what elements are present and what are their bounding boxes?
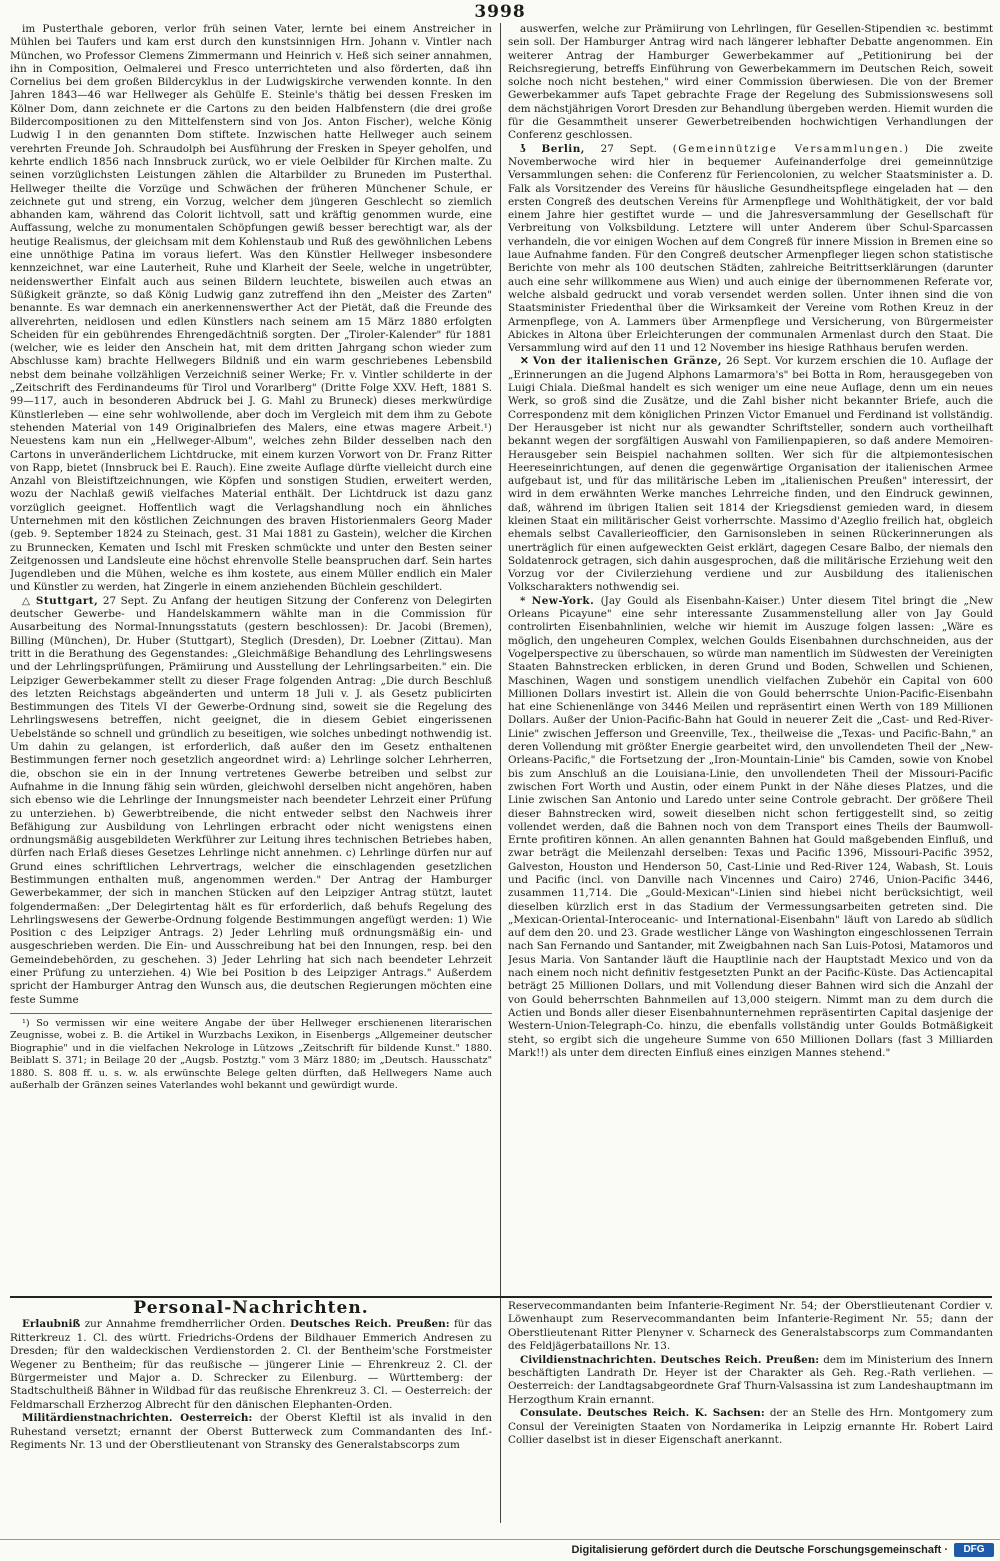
cross-icon: ✕	[520, 355, 529, 368]
footer-credit: Digitalisierung gefördert durch die Deutsche Forschungsgemeinschaft ·	[571, 1544, 948, 1556]
consulate-body: der an Stelle des Hrn. Montgomery zum Consul der Vereinigten Staaten von Nordamerika in Leipzig ernannte Hr. Robert Laird Collier daselbst ist in dieser Eigenschaft anerkannt.	[508, 1407, 993, 1447]
erlaubnis-paragraph	[10, 1318, 492, 1412]
asterisk-icon: *	[520, 594, 526, 607]
italy-date: 26 Sept.	[726, 355, 771, 368]
militaer-heading: Militärdienstnachrichten.	[22, 1412, 173, 1425]
militaer-country: Oesterreich:	[180, 1412, 253, 1425]
stuttgart-continuation: auswerfen, welche zur Prämiirung von Lehrlingen, für Gesellen-Stipendien ꝛc. bestimmt sein soll. Der Hamburger Antrag wird nach längerer lebhafter Debatte angenommen. Ein weiterer Antrag der Hamburger Gewerbekammer auf „Petitionirung bei der Reichsregierung, betreffs Einführung von Gewerbekammern im Deutschen Reich, soweit solche noch nicht bestehen," wird einer Commission überwiesen. Die von der Bremer Gewerbekammer aufs Tapet gebrachte Frage der Regelung des Submissionswesens soll dem nächstjährigen Vorort Dresden zur Behandlung übergeben werden. Hiemit wurden die für die Gesammtheit unserer Gewerbetreibenden hochwichtigen Verhandlungen der Conferenz geschlossen.	[508, 23, 993, 142]
left-column	[10, 23, 492, 1291]
consulate-paragraph	[508, 1407, 993, 1447]
newyork-place: New-York.	[531, 594, 595, 607]
erlaubnis-heading: Erlaubniß	[22, 1318, 81, 1331]
right-column	[508, 23, 993, 1299]
erlaubnis-country: Deutsches Reich. Preußen:	[289, 1318, 450, 1331]
civil-country: Deutsches Reich. Preußen:	[660, 1353, 820, 1366]
militaer-body: der Oberst Kleftil ist als invalid in den Ruhestand versetzt; ernannt der Oberst Butterweck zum Commandanten des Inf.-Regiments Nr. 13 und der Oberstlieutenant von Stransky des Generalstabscorps zum	[10, 1412, 493, 1452]
footnote: ¹) So vermissen wir eine weitere Angabe der über Hellweger erschienenen literarischen Zeugnisse, wobei z. B. die Artikel in Wurzbachs Lexikon, in Eisenbergs „Allgemeiner deutscher Biographie" und in die vielfachen Nekrologe in Lützows „Zeitschrift für bildende Kunst." 1880. Beiblatt S. 371; in Beilage 20 der „Augsb. Postztg." vom 3 März 1880; im „Deutsch. Hausschatz" 1880. S. 808 ff. u. s. w. als erwünschte Belege gelten dürften, daß Hellwegers Name auch außerhalb der Gränzen seines Vaterlandes wohl bekannt und gewürdigt wurde.	[10, 1017, 492, 1091]
civil-body: dem im Ministerium des Innern beschäftigten Landrath Dr. Heyer ist der Charakter als Geh. Reg.-Rath verliehen. — Oesterreich: der Landtagsabgeordnete Graf Thurn-Valsassina ist zum Landeshauptmann im Herzogthum Krain ernannt.	[508, 1353, 993, 1406]
civil-paragraph	[508, 1354, 993, 1408]
page-number: 3998	[474, 2, 526, 22]
personal-news-left	[10, 1298, 493, 1452]
erlaubnis-subtitle: zur Annahme fremdherrlicher Orden.	[84, 1318, 286, 1331]
consulate-heading: Consulate.	[520, 1407, 582, 1420]
militaer-continuation: Reservecommandanten beim Infanterie-Regiment Nr. 54; der Oberstlieutenant Cordier v. Löwenhaupt zum Reservecommandanten beim Infanterie-Regiment Nr. 55; dann der Oberstlieutenant Ritter Plenyner v. Scharneck des Generalstabscorps zum Commandanten des Feldjägerbataillons Nr. 13.	[508, 1300, 993, 1353]
berlin-text: Die zweite Novemberwoche wird hier in bequemer Aufeinanderfolge drei gemeinnützige Versammlungen sehen: die Conferenz für Feriencolonien, zu welcher Staatsminister a. D. Falk als Vorsitzender des Vereins für häusliche Gesundheitspflege eingeladen hat — den ersten Congreß des deutschen Vereins für Armenpflege und Wohlthätigkeit, der vor bald einem Jahre hier gestiftet wurde — und die Jahresversammlung der Gesellschaft für Verbreitung von Volksbildung. Letztere will unter Anderem über Schul-Sparcassen verhandeln, die vor einigen Wochen auf dem Congreß für innere Mission in Bremen eine so laue Aufnahme fanden. Für den Congreß deutscher Armenpfleger liegen schon statistische Berichte von mehr als 100 deutschen Städten, zahlreiche Beitrittserklärungen (darunter auch eine sehr willkommene aus Wien) und auch einige der übernommenen Referate vor, welche alsbald gedruckt und vorab versendet werden sollen. Unter ihnen sind die von Staatsminister Friedenthal über die Wirksamkeit der Vereine vom Rothen Kreuz in der Armenpflege, von A. Lammers über Armenpflege und Versicherung, von Bürgermeister Abickes in Altona über Erleichterungen der communalen Armenlast durch den Staat. Die Versammlung wird auf den 11 und 12 November ins hiesige Rathhaus berufen werden.	[508, 142, 993, 355]
berlin-place: Berlin,	[541, 142, 585, 155]
personal-news-right	[508, 1300, 993, 1447]
berlin-date: 27 Sept.	[600, 142, 657, 155]
berlin-mark-icon: ʖ	[520, 142, 526, 155]
stuttgart-place: Stuttgart,	[35, 594, 99, 607]
italy-text: Vor kurzem erschien die 10. Auflage der „Erinnerungen an die Jugend Alphons Lamarmora's" bei Botta in Rom, herausgegeben von Luigi Chiala. Dießmal handelt es sich weniger um eine neue Auflage, denn um ein neues Werk, so groß sind die Zusätze, und die Zahl bisher nicht bekannter Briefe, auch die Correspondenz mit dem königlichen Prinzen Victor Emanuel und Ferdinand ist vollständig. Der Herausgeber ist nicht nur als gewandter Schriftsteller, sondern auch vortheilhaft bekannt wegen der sorgfältigen Auswahl von Familienpapieren, so daß andere Memoiren-Herausgeber sein Beispiel nachahmen sollten. Wer sich für die altpiemontesischen Heereseinrichtungen, auf denen die gegenwärtige Organisation der italienischen Armee aufgebaut ist, und für das militärische Leben im „italienischen Preußen" interessirt, der wird in dem erwähnten Werke manches Lehrreiche finden, und den Eindruck gewinnen, daß, während im übrigen Italien seit 1814 der Kriegsdienst gemieden ward, in diesem kleinen Staat ein militärischer Geist vorherrschte. Massimo d'Azeglio freilich hat, obgleich ehemals selbst Cavallerieofficier, den Garnisonsleben in seinen Rückerinnerungen als unerträglich für einen aufgeweckten Geist erklärt, dagegen Cesare Balbo, der niemals den Soldatenrock getragen, sich dahin ausgesprochen, daß die militärische Erziehung weit den Vorzug vor der Civilerziehung verdiene und zur Ausbildung des italienischen Volkscharakters nothwendig sei.	[508, 355, 993, 594]
consulate-country: Deutsches Reich. K. Sachsen:	[586, 1407, 765, 1420]
italy-article	[508, 355, 993, 594]
hellweger-article: im Pusterthale geboren, verlor früh seinen Vater, lernte bei einem Anstreicher in Mühlen bei Taufers und kam erst durch den kunstsinnigen Hrn. Johann v. Vintler nach München, wo Professor Clemens Zimmermann und Heinrich v. Heß sich seiner annahmen, ihn in Composition, Oelmalerei und Fresco unterrichteten und also förderten, daß ihn Cornelius bei dem großen Bildercyklus in der Ludwigskirche verwenden konnte. In den Jahren 1843—46 war Hellweger als Gehülfe E. Steinle's thätig bei dessen Fresken im Kölner Dom, dann zeichnete er die Cartons zu den beiden Halbfenstern (die drei große Bildercompositionen zu den Mittelfenstern sind von Jos. Anton Fischer), welche König Ludwig I in den genannten Dom stiftete. Inzwischen hatte Hellweger auch seinem verehrten Freunde Joh. Schraudolph bei Ausführung der Fresken in Speyer geholfen, und kehrte endlich 1856 nach Innsbruck zurück, wo er viele Oelbilder für Kirchen malte. Zu seinen vorzüglichsten Leistungen zählen die Altarbilder zu Bruneden im Pusterthal. Hellweger theilte die Vorzüge und Schwächen der früheren Münchener Schule, er zeichnete gut und streng, ein Vorzug, welcher dem jüngeren Geschlecht so ziemlich abhanden kam, während das Colorit lichtvoll, satt und kräftig genommen wurde, eine Auffassung, welche zu monumentalen Schöpfungen gewiß besser berechtigt war, als der heutige Realismus, der gleichsam mit dem Kohlenstaub und Ruß des gewöhnlichen Lebens eine unnöthige Patina im voraus liefert. Was den Künstler Hellweger insbesondere kennzeichnet, war eine Lauterheit, Ruhe und Klarheit der Seele, welche in ungetrübter, neidenswerther Einfalt auch aus seinen Bildern leuchtete, bisweilen auch etwas an Süßigkeit gränzte, so daß König Ludwig ganz zutreffend ihn den „Meister des Zarten" benannte. Es war demnach ein anerkennenswerther Act der Pietät, daß die Freunde des allverehrten, neidlosen und edlen Künstlers nach seinem am 15 März 1880 erfolgten Scheiden für ein gebührendes Ehrengedächtniß sorgten. Der „Tiroler-Kalender" für 1881 (welcher, wie es leider den Anschein hat, mit dem dritten Jahrgang schon wieder zum Abschlusse kam) brachte Hellwegers Bildniß und ein warm geschriebenes Lebensbild nebst dem beinahe vollzähligen Verzeichniß seiner Werke; Fr. v. Vintler schilderte in der „Zeitschrift des Ferdinandeums für Tirol und Vorarlberg" (Dritte Folge XXV. Heft, 1881 S. 99—117, auch in besonderen Abdruck bei J. G. Mahl zu Bruneck) dieses merkwürdige Künstlerleben — eine sehr wohlwollende, aber doch im Vergleich mit dem ihm zu Gebote stehenden Material von 149 Originalbriefen des Malers, eine etwas magere Arbeit.¹) Neuestens kam nun ein „Hellweger-Album", welches zehn Bilder desselben nach den Cartons in unveränderlichem Lichtdrucke, mit einem kurzen Vorwort von Dr. Franz Ritter von Rapp, bietet (Innsbruck bei E. Rauch). Eine zweite Auflage dürfte vielleicht durch eine Anzahl von Bleistiftzeichnungen, wie Köpfen und sonstigen Studien, erweitert werden, wozu der Nachlaß gewiß vielfaches Material enthält. Der Lichtdruck ist dazu ganz vorzüglich geeignet. Hoffentlich wagt die Verlagshandlung noch ein ähnliches Unternehmen mit den köstlichen Zeichnungen des braven Historienmalers Georg Mader (geb. 9. September 1824 zu Steinach, gest. 31 Mai 1881 zu Gastein), welcher die Kirchen zu Brunnecken, Kematen und Ischl mit Fresken schmückte und unter den Besten seiner Zeitgenossen und Landsleute eine höchst ehrenvolle Stelle beanspruchen darf. Sein hartes Jugendleben und die Mühen, welche es ihm kostete, aus einem Müller endlich ein Maler und Künstler zu werden, hat Zingerle in einem anziehenden Büchlein geschildert.	[10, 23, 492, 594]
digitization-footer	[0, 1539, 1000, 1561]
newyork-subject: (Jay Gould als Eisenbahn-Kaiser.)	[600, 594, 785, 607]
column-divider	[500, 23, 501, 1523]
footnote-section	[10, 1013, 492, 1092]
italy-place: Von der italienischen Gränze,	[532, 355, 722, 368]
stuttgart-article	[10, 595, 492, 1007]
militaer-paragraph	[10, 1412, 492, 1452]
erlaubnis-body: für das Ritterkreuz 1. Cl. des württ. Friedrichs-Ordens der Bildhauer Emmerich Andresen zu Dresden; für den waldeckischen Verdienstorden 2. Cl. der Bentheim'sche Forstmeister Wegener zu Bentheim; für das reußische — jüngerer Linie — Ehrenkreuz 2. Cl. der Bürgermeister und Major a. D. Schrecker zu Eilenburg. — Württemberg: der Stadtschultheiß Bähner in Wildbad für das reußische Ehrenkreuz 3. Cl. — Oesterreich: der Feldmarschall Erzherzog Albrecht für den dänischen Elephanten-Orden.	[10, 1318, 493, 1411]
berlin-subject: (Gemeinnützige Versammlungen.)	[672, 142, 910, 155]
stuttgart-text: Zu Anfang der heutigen Sitzung der Conferenz von Delegirten deutscher Gewerbe- und Handelskammern wählte man in die Commission für Ausarbeitung des Normal-Innungsstatuts (gestern beschlossen): Dr. Jacobi (Bremen), Billing (München), Dr. Huber (Stuttgart), Steglich (Dresden), Dr. Loebner (Zittau). Man tritt in die Berathung des Gegenstandes: „Gleichmäßige Behandlung des Lehrlingswesens und der Lehrlingsprüfungen, Prämiirung und Ausstellung der Lehrlingsarbeiten." ein. Die Leipziger Gewerbekammer stellt zu dieser Frage folgenden Antrag: „Die durch Beschluß des letzten Reichstags abgeänderten und unterm 18 Juli v. J. als Gesetz publicirten Bestimmungen des Titels VI der Gewerbe-Ordnung sind, soweit sie die Regelung des Lehrlingswesens betreffen, nicht geeignet, die in diesem Gebiet eingerissenen Uebelstände so schnell und gründlich zu beseitigen, wie solches unbedingt nothwendig ist. Um dahin zu gelangen, ist erforderlich, daß außer den im Gesetz enthaltenen Bestimmungen ferner noch gesetzlich angeordnet wird: a) Lehrlinge solcher Lehrherren, die, obschon sie ein in der Innung vertretenes Gewerbe betreiben und selbst zur Aufnahme in die Innung fähig sein würden, gleichwohl derselben nicht angehören, haben sich ebenso wie die Lehrlinge der Innungsmeister nach beendeter Lehrzeit einer Prüfung zu unterziehen. b) Gewerbtreibende, die nicht entweder selbst den Nachweis ihrer Befähigung zur Ausbildung von Lehrlingen erbracht oder nicht wenigstens einen ordnungsmäßig ausgebildeten Werkführer zur Leitung ihres technischen Betriebes haben, dürfen nach Erlaß dieses Gesetzes Lehrlinge nicht annehmen. c) Lehrlinge dürfen nur auf Grund eines schriftlichen Lehrvertrags, welcher die einschlagenden gesetzlichen Bestimmungen enthalten muß, angenommen werden." Der Antrag der Hamburger Gewerbekammer, der sich in manchen Stücken auf den Leipziger Antrag stützt, lautet folgendermaßen: „Der Delegirtentag hält es für erforderlich, daß behufs Regelung des Lehrlingswesens der Gewerbe-Ordnung folgende Bestimmungen angefügt werden: 1) Wie Position c des Leipziger Antrags. 2) Jeder Lehrling muß ordnungsmäßig ein- und ausgeschrieben werden. Die Ein- und Ausschreibung hat bei den Innungen, resp. bei den Gemeindebehörden, zu geschehen. 3) Jeder Lehrling hat sich nach beendeter Lehrzeit einer Prüfung zu unterziehen. 4) Wie bei Position b des Leipziger Antrags." Außerdem spricht der Hamburger Antrag den Wunsch aus, die deutschen Regierungen möchten eine feste Summe	[10, 594, 492, 1006]
dfg-logo: DFG	[954, 1543, 994, 1557]
triangle-icon: △	[22, 594, 32, 607]
newyork-text: Unter diesem Titel bringt die „New Orleans Picayune" eine sehr interessante Zusammenstellung aller von Jay Gould controlirten Eisenbahnlinien, welche wir hiemit im Auszuge folgen lassen: „Wäre es möglich, den ungeheuren Complex, welchen Goulds Eisenbahnen durchschneiden, aus der Vogelperspective zu überschauen, so würde man namentlich im Südwesten der Vereinigten Staaten Bahnstrecken erblicken, in deren Grund und Boden, Schwellen und Schienen, Maschinen, Wagen und sonstigem unendlich vielfachen Zubehör ein Capital von 600 Millionen Dollars investirt ist. Allein die von Gould beherrschte Union-Pacific-Eisenbahn hat eine Schienenlänge von 3446 Meilen und repräsentirt einen Werth von 189 Millionen Dollars. Außer der Union-Pacific-Bahn hat Gould in neuerer Zeit die „Cast- und Red-River-Linie" zwischen Jefferson und Greenville, Tex., theilweise die „Texas- und Pacific-Bahn," an deren Vollendung mit größter Energie gearbeitet wird, den unvollendeten Theil der „New-Orleans-Pacific," die Fortsetzung der „Iron-Mountain-Linie" bis Camden, sowie von Knobel bis zum Anschluß an die Louisiana-Linie, den unvollendeten Theil der Missouri-Pacific zwischen Fort Worth und Austin, oder einem Punkt in der Nähe dieses Platzes, und die Linie zwischen San Antonio und Laredo unter seine Controle gebracht. Der größere Theil dieser Bahnstrecken wird, soweit dieselben nicht schon fertiggestellt sind, so zeitig vollendet werden, daß die Bahnen noch von dem Transport eines Theils der Baumwoll-Ernte profitiren können. An allen genannten Bahnen hat Gould maßgebenden Einfluß, und zwar beträgt die Meilenzahl derselben: Texas und Pacific 1396, Missouri-Pacific 3952, Galveston, Houston und Henderson 50, Cast-Linie und Red-River 124, Wabash, St. Louis und Pacific (incl. von Danville nach Vincennes und Cairo) 2746, Union-Pacific 3446, zusammen 11,714. Die „Gould-Mexican"-Linien sind hiebei nicht berücksichtigt, weil dieselben kürzlich erst in das Stadium der Vermessungsarbeiten getreten sind. Die „Mexican-Oriental-Interoceanic- und International-Eisenbahn" läuft von Laredo ab südlich auf dem den 20. und 23. Grade westlicher Länge von Washington eingeschlossenen Terrain nach San Fernando und Santander, mit Zweigbahnen nach San Luis-Potosi, Matamoros und Jesus Maria. Von Santander läuft die Hauptlinie nach der Hauptstadt Mexico und von da nach einem noch nicht definitiv festgesetzten Punkt an der Pacific-Küste. Das Actiencapital beträgt 25 Millionen Dollars, und mit Vollendung dieser Bahnen wird sich die Anzahl der von Gould beherrschten Bahnmeilen auf 13,000 steigern. Nimmt man zu dem durch die Actien und Bonds aller dieser Eisenbahnunternehmen repräsentirten Capital dasjenige der Western-Union-Telegraph-Co. hinzu, die ebenfalls vollständig unter Goulds Botmäßigkeit steht, so ergibt sich die ungeheure Summe von 650 Millionen Dollars (fast 3 Milliarden Mark!!) als unter dem directen Einfluß eines einzigen Mannes stehend."	[508, 594, 993, 1059]
berlin-article	[508, 143, 993, 356]
personal-news-title: Personal-Nachrichten.	[133, 1298, 369, 1318]
newyork-article	[508, 595, 993, 1060]
stuttgart-date: 27 Sept.	[102, 594, 149, 607]
civil-heading: Civildienstnachrichten.	[520, 1353, 657, 1366]
